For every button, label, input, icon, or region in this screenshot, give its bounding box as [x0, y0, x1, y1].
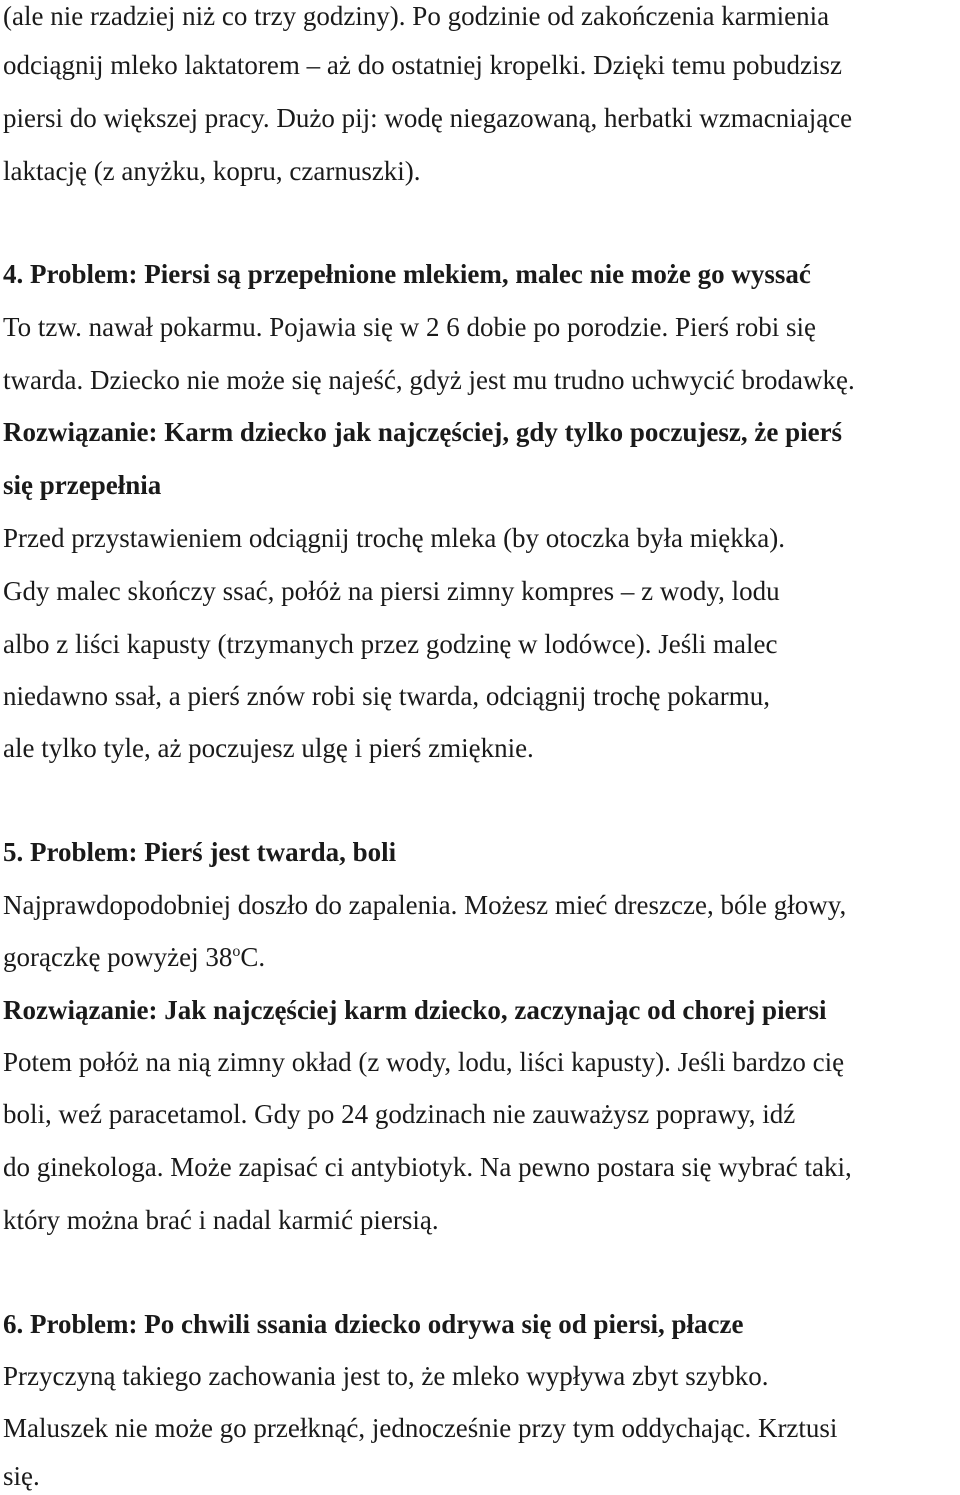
section-6-heading: 6. Problem: Po chwili ssania dziecko odrywa się od piersi, płacze	[3, 1309, 744, 1339]
section-5-detail-line-2: boli, weź paracetamol. Gdy po 24 godzinach nie zauważysz poprawy, idź	[3, 1099, 796, 1129]
section-6-body-line-3: się.	[3, 1461, 40, 1491]
intro-line-1: (ale nie rzadziej niż co trzy godziny). Po godzinie od zakończenia karmienia	[3, 1, 830, 31]
section-6-body-line-2: Maluszek nie może go przełknąć, jednocześnie przy tym oddychając. Krztusi	[3, 1413, 838, 1443]
section-4-body-line-1: To tzw. nawał pokarmu. Pojawia się w 2 6 dobie po porodzie. Pierś robi się	[3, 312, 816, 342]
section-4-detail-line-4: niedawno ssał, a pierś znów robi się twarda, odciągnij trochę pokarmu,	[3, 681, 771, 711]
section-4-heading: 4. Problem: Piersi są przepełnione mlekiem, malec nie może go wyssać	[3, 259, 811, 289]
section-6-body-line-1: Przyczyną takiego zachowania jest to, że mleko wypływa zbyt szybko.	[3, 1361, 769, 1391]
section-4-solution-line-1: Rozwiązanie: Karm dziecko jak najczęściej, gdy tylko poczujesz, że pierś	[3, 417, 843, 447]
degree-sign: o	[232, 943, 241, 960]
section-5-solution: Rozwiązanie: Jak najczęściej karm dziecko, zaczynając od chorej piersi	[3, 995, 827, 1025]
section-5-detail-line-4: który można brać i nadal karmić piersią.	[3, 1205, 439, 1235]
section-5-detail-line-3: do ginekologa. Może zapisać ci antybiotyk. Na pewno postara się wybrać taki,	[3, 1152, 852, 1182]
section-4-detail-line-3: albo z liści kapusty (trzymanych przez godzinę w lodówce). Jeśli malec	[3, 629, 778, 659]
section-4-detail-line-5: ale tylko tyle, aż poczujesz ulgę i pierś zmięknie.	[3, 733, 534, 763]
section-4-solution-line-2: się przepełnia	[3, 470, 162, 500]
intro-line-4: laktację (z anyżku, kopru, czarnuszki).	[3, 156, 421, 186]
intro-line-2: odciągnij mleko laktatorem – aż do ostatniej kropelki. Dzięki temu pobudzisz	[3, 50, 843, 80]
section-5-heading: 5. Problem: Pierś jest twarda, boli	[3, 837, 397, 867]
section-4-detail-line-2: Gdy malec skończy ssać, połóż na piersi zimny kompres – z wody, lodu	[3, 576, 780, 606]
section-4-detail-line-1: Przed przystawieniem odciągnij trochę mleka (by otoczka była miękka).	[3, 523, 785, 553]
section-5-detail-line-1: Potem połóż na nią zimny okład (z wody, lodu, liści kapusty). Jeśli bardzo cię	[3, 1047, 845, 1077]
temperature-text: gorączkę powyżej 38	[3, 942, 233, 972]
temperature-unit: C.	[240, 942, 266, 972]
intro-line-3: piersi do większej pracy. Dużo pij: wodę niegazowaną, herbatki wzmacniające	[3, 103, 853, 133]
section-4-body-line-2: twarda. Dziecko nie może się najeść, gdyż jest mu trudno uchwycić brodawkę.	[3, 365, 855, 395]
section-5-body-line-2	[3, 941, 265, 973]
section-5-body-line-1: Najprawdopodobniej doszło do zapalenia. Możesz mieć dreszcze, bóle głowy,	[3, 890, 847, 920]
